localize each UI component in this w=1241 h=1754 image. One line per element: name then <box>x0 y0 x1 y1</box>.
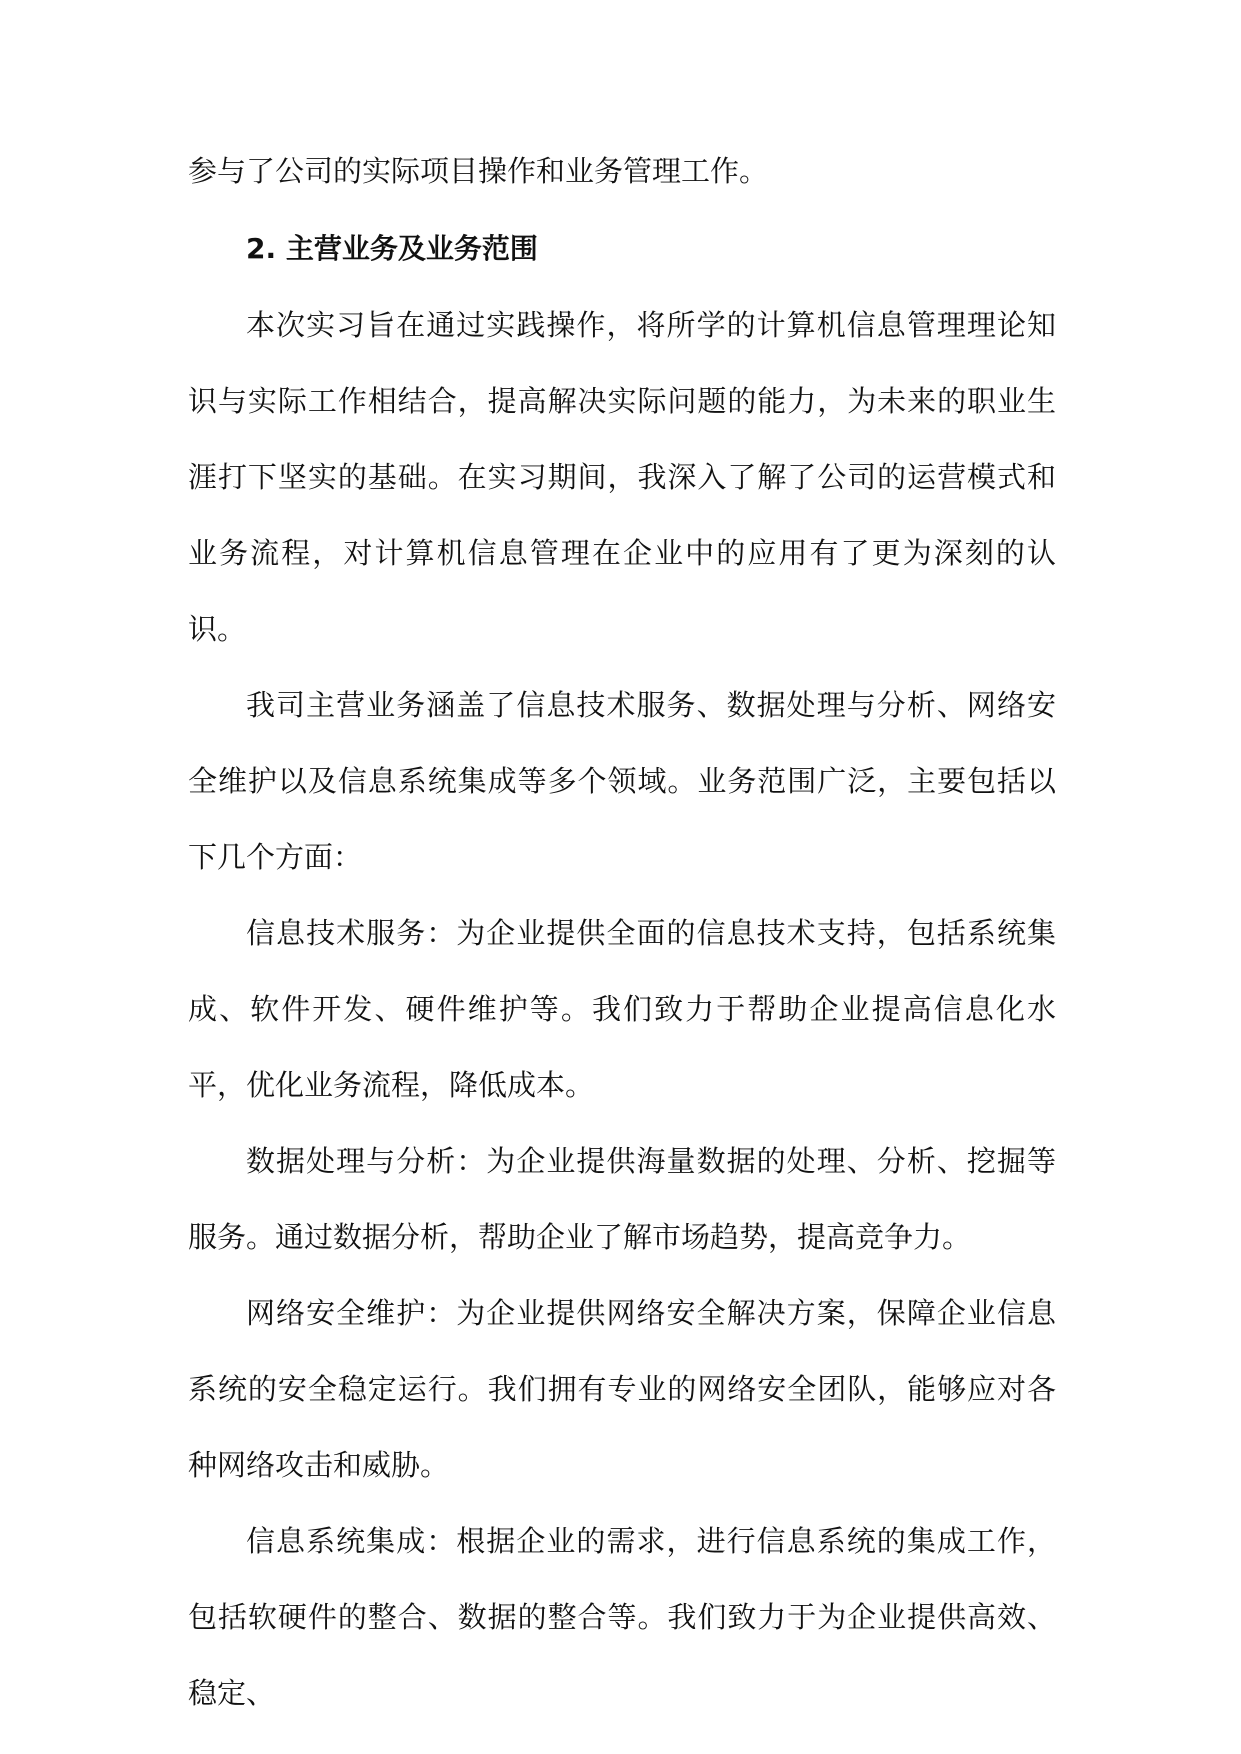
paragraph-it-services: 信息技术服务：为企业提供全面的信息技术支持，包括系统集成、软件开发、硬件维护等。我们致力于帮助企业提高信息化水平，优化业务流程，降低成本。 <box>188 916 1056 1102</box>
document-body <box>188 133 1056 1731</box>
paragraph-system-integration: 信息系统集成：根据企业的需求，进行信息系统的集成工作，包括软硬件的整合、数据的整合等。我们致力于为企业提供高效、稳定、 <box>188 1524 1056 1710</box>
continuation-line: 参与了公司的实际项目操作和业务管理工作。 <box>188 154 769 188</box>
paragraph-network-security: 网络安全维护：为企业提供网络安全解决方案，保障企业信息系统的安全稳定运行。我们拥有专业的网络安全团队，能够应对各种网络攻击和威胁。 <box>188 1296 1056 1482</box>
paragraph-internship-purpose: 本次实习旨在通过实践操作，将所学的计算机信息管理理论知识与实际工作相结合，提高解决实际问题的能力，为未来的职业生涯打下坚实的基础。在实习期间，我深入了解了公司的运营模式和业务流程，对计算机信息管理在企业中的应用有了更为深刻的认识。 <box>188 308 1056 646</box>
paragraph-business-overview: 我司主营业务涵盖了信息技术服务、数据处理与分析、网络安全维护以及信息系统集成等多个领域。业务范围广泛，主要包括以下几个方面： <box>188 688 1056 874</box>
section-heading: 2. 主营业务及业务范围 <box>246 232 538 265</box>
paragraph-data-processing: 数据处理与分析：为企业提供海量数据的处理、分析、挖掘等服务。通过数据分析，帮助企业了解市场趋势，提高竞争力。 <box>188 1144 1056 1254</box>
